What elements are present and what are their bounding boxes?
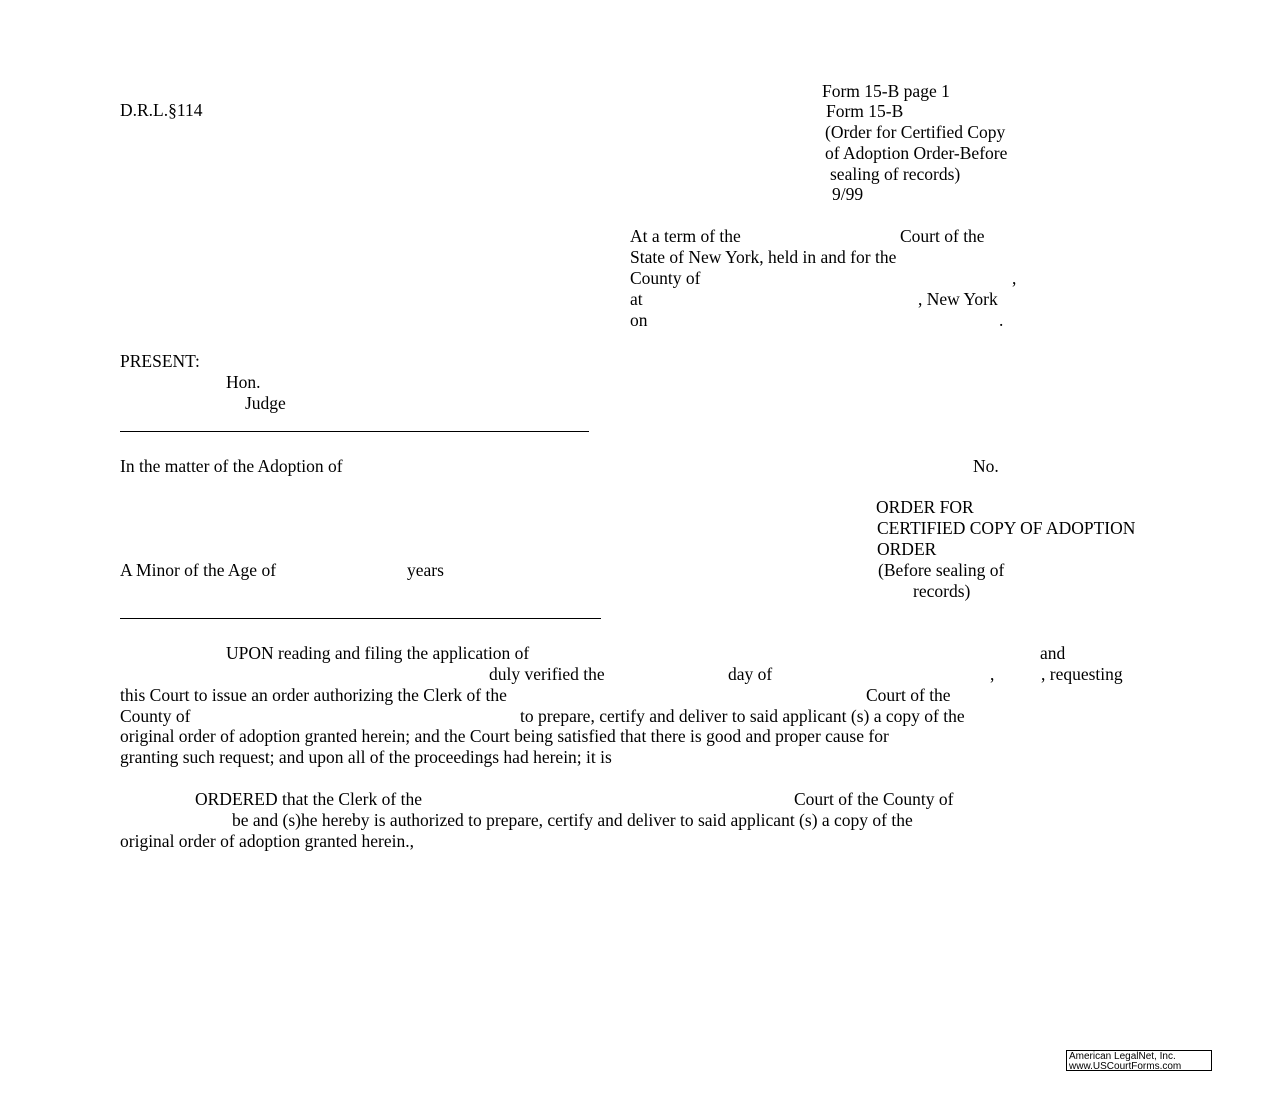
judge-label: Judge — [245, 393, 286, 413]
term-line-3-start: County of — [630, 268, 701, 288]
term-line-2: State of New York, held in and for the — [630, 247, 897, 267]
publisher-stamp — [1066, 1050, 1212, 1071]
paragraph-1-line-3-start: this Court to issue an order authorizing the Clerk of the — [120, 685, 507, 705]
order-title-line-1: ORDER FOR — [876, 497, 974, 517]
ordered-clause-line-3: original order of adoption granted herein., — [120, 831, 414, 851]
paragraph-1-line-6: granting such request; and upon all of the proceedings had herein; it is — [120, 747, 612, 767]
paragraph-1-line-2-c: , — [990, 664, 995, 684]
paragraph-1-line-4-start: County of — [120, 706, 191, 726]
matter-of-adoption: In the matter of the Adoption of — [120, 456, 343, 476]
ordered-clause-start: ORDERED that the Clerk of the — [195, 789, 422, 809]
caption-top-rule — [120, 431, 589, 432]
paragraph-1-line-4-end: to prepare, certify and deliver to said applicant (s) a copy of the — [520, 706, 965, 726]
publisher-website: www.USCourtForms.com — [1069, 1061, 1182, 1072]
form-description-line-1: (Order for Certified Copy — [825, 122, 1006, 142]
paragraph-1-line-2-d: , requesting — [1041, 664, 1123, 684]
honorific-label: Hon. — [226, 372, 261, 392]
term-line-4-end: , New York — [918, 289, 998, 309]
term-line-5-end: . — [999, 310, 1004, 330]
present-label: PRESENT: — [120, 351, 200, 371]
order-title-line-3: ORDER — [877, 539, 937, 559]
form-id: Form 15-B — [826, 101, 904, 121]
form-page-label: Form 15-B page 1 — [822, 81, 950, 101]
order-title-line-2: CERTIFIED COPY OF ADOPTION — [877, 518, 1136, 538]
order-title-line-4: (Before sealing of — [878, 560, 1005, 580]
minor-age-label: A Minor of the Age of — [120, 560, 277, 580]
paragraph-1-line-5: original order of adoption granted herein; and the Court being satisfied that there is good and proper cause for — [120, 726, 889, 746]
form-description-line-2: of Adoption Order-Before — [825, 143, 1008, 163]
caption-bottom-rule — [120, 618, 601, 619]
statute-citation: D.R.L.§114 — [120, 100, 203, 120]
years-label: years — [407, 560, 444, 580]
paragraph-1-line-3-end: Court of the — [866, 685, 951, 705]
term-line-5-start: on — [630, 310, 648, 330]
order-title-line-5: records) — [913, 581, 971, 601]
term-line-4-start: at — [630, 289, 643, 309]
paragraph-1-line-2-a: duly verified the — [489, 664, 605, 684]
ordered-clause-county: Court of the County of — [794, 789, 954, 809]
paragraph-1-line-1-end: and — [1040, 643, 1066, 663]
publisher-name: American LegalNet, Inc. — [1069, 1051, 1176, 1062]
form-date: 9/99 — [832, 184, 864, 204]
paragraph-1-line-1-start: UPON reading and filing the application of — [226, 643, 530, 663]
form-description-line-3: sealing of records) — [830, 164, 961, 184]
index-number-label: No. — [973, 456, 999, 476]
ordered-clause-line-2: be and (s)he hereby is authorized to prepare, certify and deliver to said applicant (s) a copy of the — [232, 810, 913, 830]
term-line-3-end: , — [1012, 268, 1017, 288]
term-line-1-end: Court of the — [900, 226, 985, 246]
term-line-1-start: At a term of the — [630, 226, 741, 246]
paragraph-1-line-2-b: day of — [728, 664, 773, 684]
